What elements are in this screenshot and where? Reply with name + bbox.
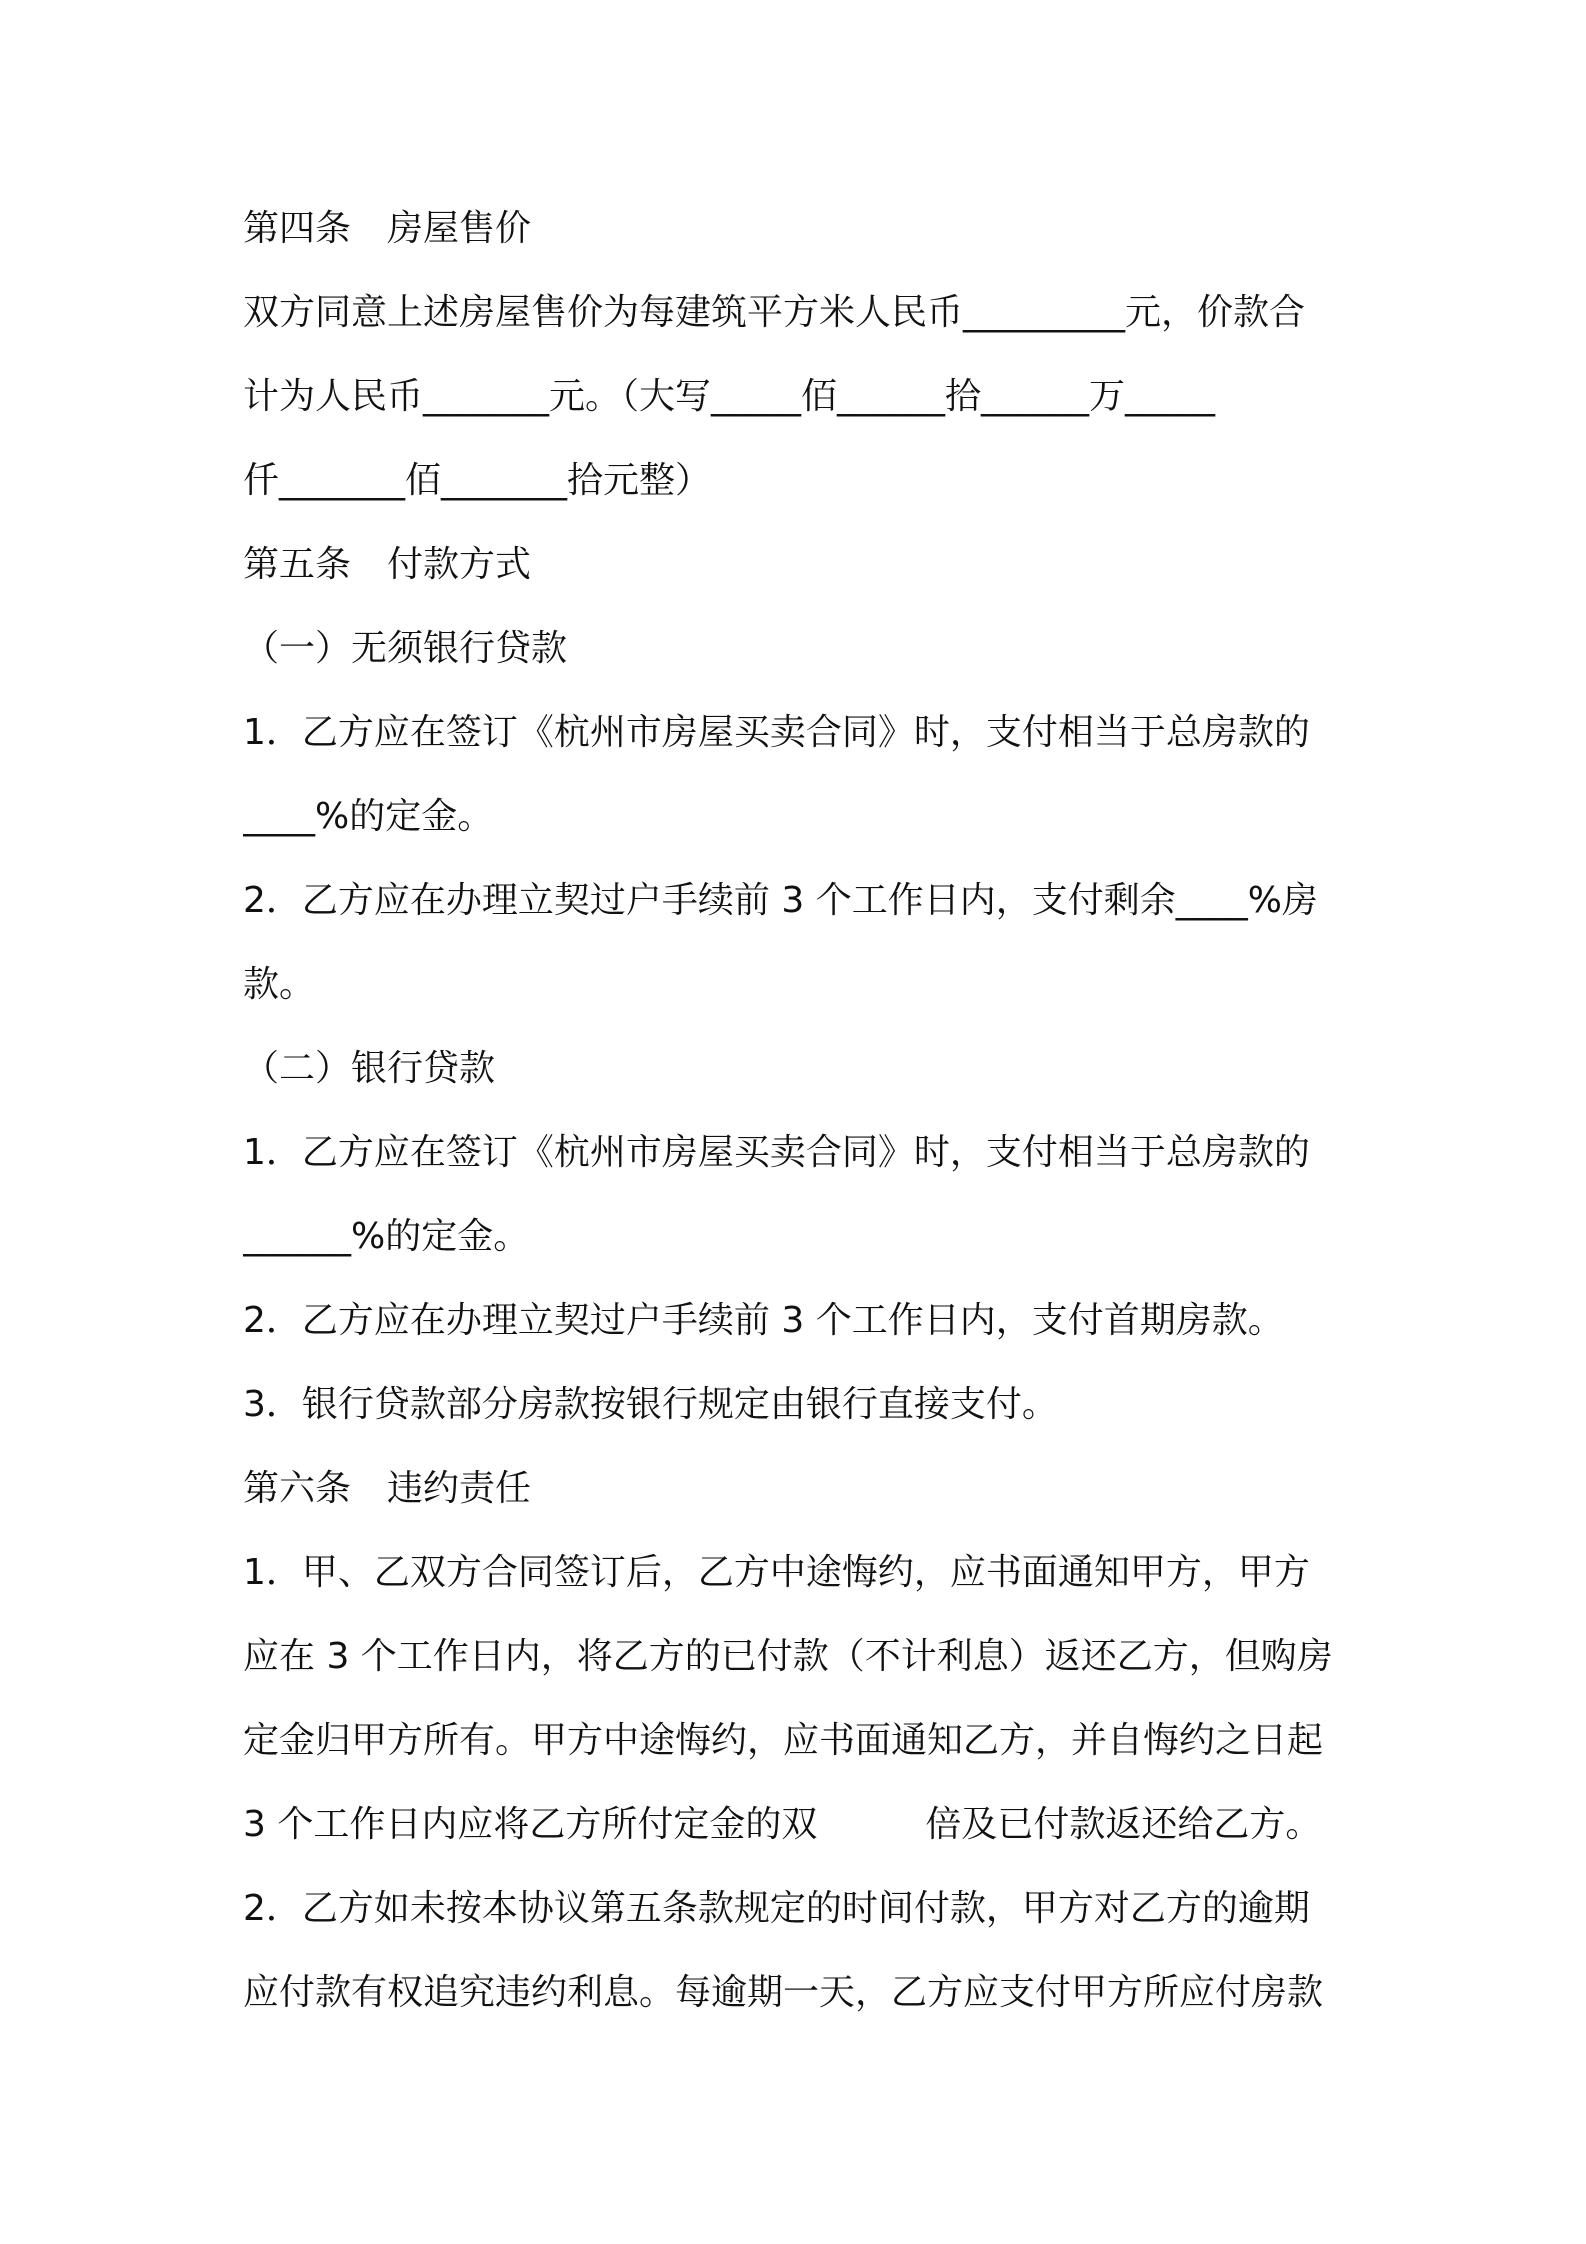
paragraph-line: 2．乙方如未按本协议第五条款规定的时间付款，甲方对乙方的逾期 bbox=[243, 1888, 1310, 1929]
paragraph-line: 3 个工作日内应将乙方所付定金的双 倍及已付款返还给乙方。 bbox=[243, 1804, 1322, 1845]
subsection-heading: （二）银行贷款 bbox=[243, 1048, 496, 1089]
paragraph-line: 1．甲、乙双方合同签订后，乙方中途悔约，应书面通知甲方，甲方 bbox=[243, 1552, 1310, 1593]
subsection-heading: （一）无须银行贷款 bbox=[243, 628, 568, 669]
paragraph-line: 双方同意上述房屋售价为每建筑平方米人民币_________元，价款合 bbox=[243, 292, 1306, 333]
paragraph-line: ______%的定金。 bbox=[243, 1216, 530, 1257]
paragraph-line: 1．乙方应在签订《杭州市房屋买卖合同》时，支付相当于总房款的 bbox=[243, 1132, 1310, 1173]
paragraph-line: 1．乙方应在签订《杭州市房屋买卖合同》时，支付相当于总房款的 bbox=[243, 712, 1310, 753]
paragraph-line: 2．乙方应在办理立契过户手续前 3 个工作日内，支付剩余____%房 bbox=[243, 880, 1318, 921]
paragraph-line: 定金归甲方所有。甲方中途悔约，应书面通知乙方，并自悔约之日起 bbox=[243, 1720, 1324, 1761]
paragraph-line: 计为人民币_______元。（大写_____佰______拾______万_____ bbox=[243, 376, 1216, 417]
paragraph-line: 应付款有权追究违约利息。每逾期一天，乙方应支付甲方所应付房款 bbox=[243, 1972, 1324, 2013]
article-5-heading: 第五条 付款方式 bbox=[243, 544, 532, 585]
contract-text-body bbox=[243, 200, 1363, 2048]
article-6-heading: 第六条 违约责任 bbox=[243, 1468, 532, 1509]
paragraph-line: 3．银行贷款部分房款按银行规定由银行直接支付。 bbox=[243, 1384, 1058, 1425]
article-4-heading: 第四条 房屋售价 bbox=[243, 208, 532, 249]
paragraph-line: 仟_______佰_______拾元整） bbox=[243, 460, 712, 501]
paragraph-line: ____%的定金。 bbox=[243, 796, 494, 837]
paragraph-line: 款。 bbox=[243, 964, 316, 1005]
paragraph-line: 应在 3 个工作日内，将乙方的已付款（不计利息）返还乙方，但购房 bbox=[243, 1636, 1333, 1677]
paragraph-line: 2．乙方应在办理立契过户手续前 3 个工作日内，支付首期房款。 bbox=[243, 1300, 1284, 1341]
